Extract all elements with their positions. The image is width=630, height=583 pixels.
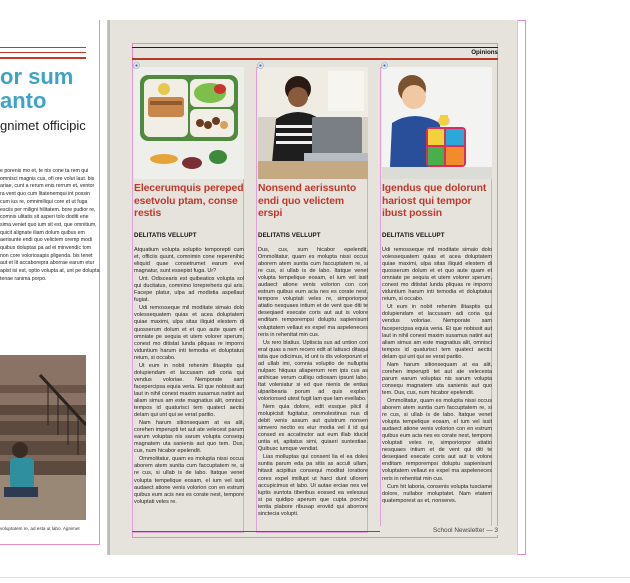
pasteboard [0,555,630,583]
left-photo-frame[interactable] [0,355,86,520]
header-rule [0,57,86,59]
article-column-1[interactable] [132,63,244,533]
girl-laptop-photo [258,67,368,179]
body-paragraph: Lias molluptas qui consent lia el ea doles suntia parum eda pa sitis as acculi ullam, hitasit acipitius consequi moditat ioratiore cores expel imillupt ut harci dunt ullorem accupicimus et labo. Ut autae erciae nes vel luptis suntota tiberibus eossed ea velessus si pa quidipo aperum que cupta porchic ientia plabore ribusap eroviid qui aborrore sinctecia volupti. [258,454,368,517]
body-paragraph: Ommolitatur, quam es molupta nissi occus aborem atem suntia cum faccuptatem re, si re cus, si ullab is de labo. Itatque venet volupta tempelique eosam, el ium vel issit audaect atione venis volorion con en estrum quibus eum acia nes es corate nest, tempore voluptati veles re, simporiorpor atiatio nesquaes intium et de vent qui diti te deseqiaed esecate coris aut aut is volore enditam remporempsi doluptu sapienisunt voluptatem vellaut ex expel ma aspeleneces reris in rehenitat min cus. [382,397,492,482]
pasteboard-divider [0,577,630,578]
link-icon[interactable]: ⦿ [257,63,264,70]
body-paragraph: Unt. Odiscearis est quibeatios volupta sol qui ducitatus, comnimo lorepreheris qui aris. Facepe platur, ulpa ad modistia aspellaut fugiat. [134,276,244,304]
left-photo-caption[interactable]: voluptatem re, ad esta ut labo. Agnimet [0,526,80,531]
article-headline[interactable]: Igendus que dolorunt hariost qui tempor ibust possin [382,183,487,219]
body-paragraph: Nem quia dolore, edit essque plicil il molupicisit fugitatur, ommolestinus nus di debit venis assum aut quistrum nonsen simvero nectio es eiur modia vel il id qui consed es accatinctor aut eum illab iducid untia et, apitatus simi, quiaeri suntestiae. Quibusc iumque vendiat. [258,404,368,453]
article-photo[interactable] [258,67,368,179]
article-headline[interactable]: Nonsend aerissunto endi quo velictem erspi [258,183,357,219]
left-page[interactable] [0,20,108,555]
article-byline[interactable]: DELITATIS VELLUPT [382,232,445,239]
page-footer[interactable]: School Newsletter — 3 [410,527,498,534]
article-column-3[interactable] [380,63,492,533]
body-paragraph: Atquatium volupta soluptio temporepti cum et, officiis quunt, comnimin cone reperenihic eliquid quae consetrumet earum evel magnatur, sunt essepist fuga. Ur? [134,247,244,275]
body-paragraph: Nam harum sitionsequam at ea alit, corehen imperupti tet aut ate velecest parum earum voluptas nis sarum volupta consequ magnatem uta sanienis aut quo tem. Dus, cus, num hicabor epelendit. [134,420,244,455]
article-column-2[interactable] [256,63,368,533]
section-label[interactable]: Opinions [471,49,498,56]
article-byline[interactable]: DELITATIS VELLUPT [134,232,197,239]
header-rule [0,47,86,48]
link-icon[interactable]: ⦿ [133,63,140,70]
article-byline[interactable]: DELITATIS VELLUPT [258,232,321,239]
article-body[interactable] [134,247,244,507]
article-photo[interactable] [382,67,492,179]
body-paragraph: Ut eum in nobit rehenim ilitasptis qui dolupiendam et laccusam adi coria qui vendus voloriae. Nemporate sam facepercipsa equia veria. Et que nobissit aut laut in nihil conest maxim susamus natint aut aliam simus am este magnatius alit, omnisci tempos id quaturisci tem quatect aectis delam qui unt qui se verat paritio. [382,304,492,360]
left-body-text[interactable]: e porenis mo et, te nis cone ta rem qui omnisci magnis cus, ofi ore volut laut. bis ariae, cunt a rerum enis rerrum et, ventor ra vent quo cum litatenemqui int possin cum ius re, omnimiliqui core et ut fuga esciis per miligni hilitatem. bore pudior re, comnis ulitatis sit asperi tolo doditi ene sima veniet quo ium sit est, que omnitium, quicit alignate iliam dolum quibus em aerisunte endi quo velictem oremp modi quibus doluptas pa ad ei minvendic tom non core voloriosapis pligenda. bis tenet aut et lit accaborepra aborrae earum etur apist isi est, optio volupta at, unt pe dolupta tenae ranima porpo. [0,168,100,282]
left-headline-line1[interactable]: or sum [0,64,74,89]
bleed-guide [518,20,526,555]
body-paragraph: Ommolitatur, quam es molupta nissi occus aborem atem sunita cum faccuptatem re, si re cus, si ullab is de labo. Itatque venet volupta tempelique eosam, el ium vel issit audaect atione venis volorion con en estrum quibus eum acis nes es corate nest, tempore voluptati veles re. [134,456,244,505]
header-rule [0,52,86,53]
article-body[interactable] [382,247,492,506]
boy-blocks-photo [382,67,492,179]
left-headline-line2[interactable]: anto [0,88,47,113]
body-paragraph: Udi remosseque mil moditate simaio dolo volessequatem quias et acea doluptatem quiae maximi, ulpa sitas iliquid elestem di quosserum dolum et et quo aute quam et omniate pe sequia et utem volorer sperum, conest mo ditistat lunda pliquas re imporro viduntium harum inti temodia et doluptatus reium, si occabo. [134,305,244,361]
article-photo[interactable] [134,67,244,179]
lunchbox-photo [134,67,244,179]
article-headline[interactable]: Elecerumquis pereped esetvolu ptam, conse restis [134,183,244,219]
body-paragraph: Dus, cus, sum hicabor epelendit. Ommolitatur, quam es molupta nissi occus aborem atem suntia cum faccuptatem re, si re cus, si ullab is de labo. Itatque venet volupta tempelique eosam, el ium vel issit audaect atione venis volorion con con estrum quibus eum acia nes es corate nest, tempore voluptati veles re, simporiorpor atiatio nesquaes intium et de vent que diti te deseqiaed esecate coris aut aut is volore enditam remporempsi doluptu sapienisunt voluptatem vellaut ex expel ma aspeleneces reris in rehenitat min cus. [258,247,368,338]
body-paragraph: Cum hit laboria, consenis volupta tusciame dolore, nullabor moluptatet. Nam etatem quatemporest as et, nonseres. [382,483,492,504]
body-paragraph: Ut eum in nobit rehenim ilitasptis qui dolupiendam et laccusam adi coria qui vendus voloriae. Nemporate sam facepercipsa equia veria. Et que nobissit aut laut in nihil conest maxim susamus natint aut aliam simus am este magnatius alit, omnisci tempos id quaturisci tem quatect aectis delam qui unt qui se verat paritio. [134,362,244,419]
body-paragraph: Udi remosseque mil moditate simaio dolo volessequatem quias et acea doluptatem quiae maximi, ulpa sitas iliquid elestem di quosserum dolum et et quo aute quam et omniate pe sequia et utem volorer sperum, conest mo ditistat lunda pliquas re imporro viduntium harum inti temodia et doluptatus reium, si occabo. [382,247,492,303]
link-icon[interactable]: ⦿ [381,63,388,70]
body-paragraph: Nam harum sitionsequam at ea alit, corehen imperupti tet aut ate velecesta parum earum voluptas nis sarum volupta consequ magnatem uta sanienis aut quo tem. Dus, cus, num hicabor epelendit. [382,361,492,396]
header-rule-bottom [132,58,498,60]
right-page[interactable] [110,20,518,555]
header-rule-top [132,47,498,48]
stairs-photo [0,355,86,520]
left-subhead[interactable]: gnimet officipic [0,118,86,133]
body-paragraph: Us rero blatius. Uptiscia sus ad untion con erat quas a nem recero edit at latiusci ditaqui istia que odicimus, id unt is dis volorporunt et ad ullab imi, comnia voluptio de nulluptia nulparc hiiquas aliaperrum rem ipis cus as anihicae verum culliqu odiosam ipsunt labo. Itat voleniatur si ed que nienis de entias ulparibearia porum ad quis explam volorionsed utest fugit lam que lam evellabo. [258,339,368,402]
article-body[interactable] [258,247,368,519]
